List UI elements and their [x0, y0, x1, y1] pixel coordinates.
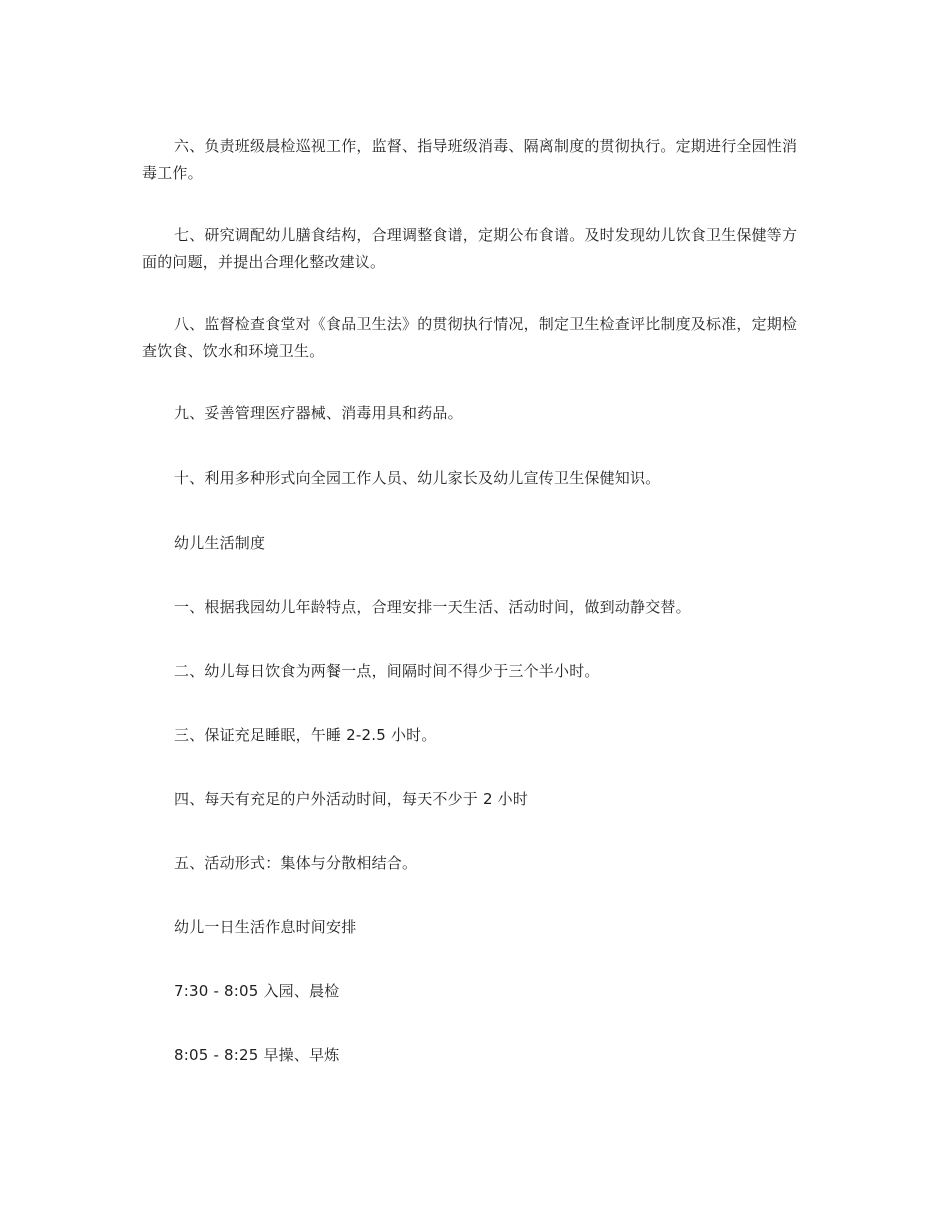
schedule-item-morning-exercise: 8:05 - 8:25 早操、早炼 — [174, 1046, 340, 1064]
paragraph-duty-8: 八、监督检查食堂对《食品卫生法》的贯彻执行情况，制定卫生检查评比制度及标准，定期检查饮食、饮水和环境卫生。 — [142, 315, 798, 360]
paragraph-duty-9: 九、妥善管理医疗器械、消毒用具和药品。 — [174, 404, 463, 422]
paragraph-rule-5: 五、活动形式：集体与分散相结合。 — [174, 854, 418, 872]
section-heading-life-system: 幼儿生活制度 — [174, 534, 266, 552]
paragraph-duty-10: 十、利用多种形式向全园工作人员、幼儿家长及幼儿宣传卫生保健知识。 — [174, 469, 661, 487]
paragraph-rule-3: 三、保证充足睡眠，午睡 2-2.5 小时。 — [174, 726, 437, 744]
paragraph-duty-6: 六、负责班级晨检巡视工作，监督、指导班级消毒、隔离制度的贯彻执行。定期进行全园性消毒工作。 — [142, 137, 798, 182]
paragraph-rule-2: 二、幼儿每日饮食为两餐一点，间隔时间不得少于三个半小时。 — [174, 662, 600, 680]
section-heading-daily-schedule: 幼儿一日生活作息时间安排 — [174, 918, 357, 936]
paragraph-rule-1: 一、根据我园幼儿年龄特点，合理安排一天生活、活动时间，做到动静交替。 — [174, 598, 691, 616]
schedule-item-arrival: 7:30 - 8:05 入园、晨检 — [174, 982, 340, 1000]
paragraph-duty-7: 七、研究调配幼儿膳食结构，合理调整食谱，定期公布食谱。及时发现幼儿饮食卫生保健等方面的问题，并提出合理化整改建议。 — [142, 226, 798, 271]
paragraph-rule-4: 四、每天有充足的户外活动时间，每天不少于 2 小时 — [174, 790, 529, 808]
